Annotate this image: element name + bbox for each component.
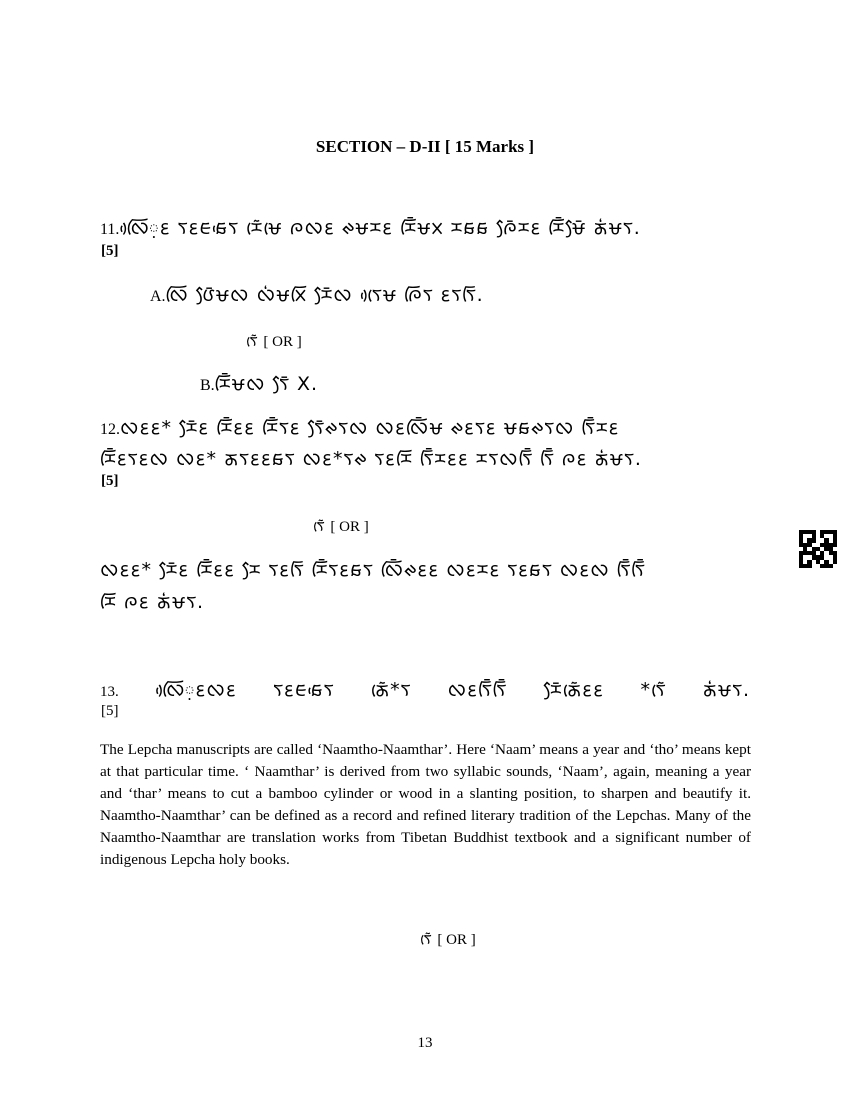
qr-code-icon (799, 530, 837, 568)
question-word: ᰜᰩᰴ᰷ᰚᰜᰚ (155, 679, 237, 701)
question-13 (100, 676, 750, 705)
question-word: ᰖᰨᰶ*ᰛ (370, 679, 412, 701)
alternative-question-line-2: ᰌᰩ ᰍᰚ ᰖᰭᰝᰛ. (100, 591, 205, 613)
marks-label: [5] (101, 473, 119, 489)
or-separator (246, 330, 302, 353)
option-text: ᰌᰩᰳᰝᰜ ᰛᰧᰳ X. (214, 373, 319, 395)
or-text: [ OR ] (263, 334, 302, 350)
passage-paragraph: The Lepcha manuscripts are called ‘Naamtho-Naamthar’. Here ‘Naam’ means a year and ‘tho’ means kept at that particular time. ‘ Naamthar’ is derived from two syllabic sounds, ‘Naam’, again, meaning a year and ‘thar’ means to cut a bamboo cylinder or wood in a slanting position, to sharpen and beautify it. Naamtho-Naamthar’ can be defined as a record and refined literary tradition of the Lepchas. Many of the Naamtho-Naamthar are translation works from Tibetan Buddhist textbook and a significant number of indigenous Lepcha holy books. (100, 741, 751, 868)
option-label: A. (150, 288, 166, 305)
or-text: [ OR ] (330, 519, 369, 535)
or-separator (313, 515, 369, 538)
question-word: *ᰛᰨᰶ (640, 679, 667, 701)
page-number: 13 (417, 1035, 433, 1051)
question-text-line-1: ᰜᰚᰚ* ᰌᰧᰳᰚ ᰌᰩᰳᰚᰚ ᰌᰩᰳᰛᰚ ᰛᰧᰳᰊᰛᰜ ᰜᰚᰜᰩᰳᰝ ᰊᰚᰛᰚ ᰝᰑᰊᰛᰜ ᰛᰩᰳᰌᰚ (120, 417, 620, 439)
option-a (150, 281, 484, 310)
question-word: ᰛᰚᰀᰑᰵᰛ (273, 679, 335, 701)
question-word: ᰖᰭᰝᰛ. (702, 679, 750, 701)
question-word: ᰌᰧᰳᰖᰨᰶᰚᰚ (543, 679, 605, 701)
option-label: B. (200, 377, 215, 394)
alternative-question-line-1: ᰜᰚᰚ* ᰌᰧᰳᰚ ᰌᰩᰳᰚᰚ ᰌᰧ ᰛᰚᰛᰩ ᰌᰩᰳᰛᰚᰑᰛ ᰜᰩᰳᰊᰚᰚ ᰜᰚᰌᰚ ᰛᰚᰑᰛ ᰜᰚᰜ ᰛᰩᰳᰛᰩᰳ (100, 559, 646, 581)
option-b (200, 370, 318, 399)
question-text-line-2: ᰌᰩᰳᰚᰛᰚᰜ ᰜᰚ* ᰖᰛᰚᰚᰑᰛ ᰜᰚ*ᰛᰊ ᰛᰚᰌᰩ ᰛᰩᰳᰌᰚᰚ ᰌᰛᰜᰛᰩᰳ ᰛᰩᰳ ᰍᰚ ᰖᰭᰝᰛ. (100, 448, 642, 470)
question-number: 11. (100, 221, 120, 238)
question-text: ᰜᰩᰴ᰷ᰚ ᰛᰚᰀᰑᰵᰛ ᰌᰨᰶᰝᰨ ᰍᰜᰚ ᰊᰝᰌᰚ ᰌᰩᰳᰝᰞ ᰌᰑᰑ ᰍᰧᰳᰌᰚ ᰌᰩᰳᰝᰧᰳ ᰖᰭᰝᰛ. (119, 217, 641, 239)
question-11 (100, 214, 641, 243)
qr-module (833, 564, 837, 568)
or-text: [ OR ] (437, 932, 476, 948)
question-number: 13. (100, 684, 119, 700)
or-lepcha: ᰛᰨᰶ (313, 517, 325, 535)
or-separator (420, 928, 476, 951)
question-number: 12. (100, 421, 120, 438)
question-word: ᰜᰚᰛᰩᰳᰛᰩᰳ (447, 679, 508, 701)
or-lepcha: ᰛᰨᰶ (246, 332, 258, 350)
question-12 (100, 414, 619, 443)
or-lepcha: ᰛᰨᰶ (420, 930, 432, 948)
option-text: ᰜᰩ ᰂᰧᰳᰝᰜ ᰜᰭᰝᰞᰩ ᰌᰧᰳᰜ ᰛᰨᰴᰝ ᰍᰩᰛ ᰚᰛᰛᰩ. (165, 284, 484, 306)
section-heading: SECTION – D-II [ 15 Marks ] (315, 137, 535, 156)
marks-label: [5] (101, 703, 119, 719)
marks-label: [5] (101, 243, 119, 259)
